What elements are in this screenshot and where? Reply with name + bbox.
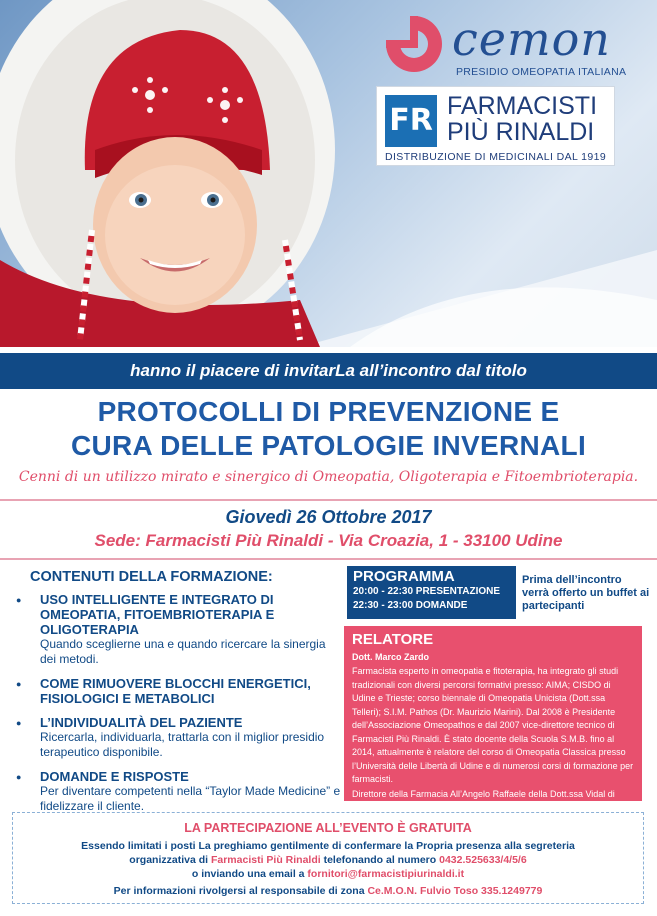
farmacisti-logo [376, 86, 615, 166]
farmacisti-emblem-icon: FR [385, 95, 437, 147]
email-link[interactable]: fornitori@farmacistipiurinaldi.it [307, 868, 465, 880]
buffet-note: Prima dell’incontro verrà offerto un buffet ai partecipanti [522, 574, 650, 612]
cemon-wordmark: cemon [452, 12, 611, 66]
item-description: Per diventare competenti nella “Taylor Made Medicine” e fidelizzare il cliente. [40, 784, 341, 813]
programma-time: 20:00 - 22:30 [353, 586, 414, 597]
zone-contact: Ce.M.O.N. Fulvio Toso 335.1249779 [367, 885, 543, 897]
item-heading: DOMANDE E RISPOSTE [40, 769, 189, 784]
farmacisti-name [447, 93, 597, 145]
programma-heading: PROGRAMMA [353, 568, 455, 585]
text-fragment: organizzativa di [129, 854, 211, 866]
text-fragment: telefonando al numero [320, 854, 440, 866]
hero-photo [0, 0, 657, 347]
contenuti-list [14, 592, 344, 823]
event-title-line1: PROTOCOLLI DI PREVENZIONE E [97, 396, 560, 427]
programma-row [353, 599, 510, 613]
phone-number-link[interactable]: 0432.525633/4/5/6 [439, 854, 527, 866]
item-description: Ricercarla, individuarla, trattarla con il miglior presidio terapeutico disponibile. [40, 730, 325, 759]
invitation-banner [0, 353, 657, 389]
text-fragment: Per informazioni rivolgersi al responsabile di zona [113, 885, 368, 897]
item-description: Quando sceglierne una e quando ricercare la sinergia dei metodi. [40, 637, 326, 666]
item-heading: COME RIMUOVERE BLOCCHI ENERGETICI, FISIOLOGICI E METABOLICI [40, 676, 311, 706]
item-heading: L’INDIVIDUALITÀ DEL PAZIENTE [40, 715, 243, 730]
programma-label: DOMANDE [415, 600, 468, 611]
relatore-bio-direttore: Direttore della Farmacia All’Angelo Raffaele della Dott.ssa Vidal di Fagagna (UD). [352, 788, 615, 812]
list-item [14, 715, 344, 760]
farmacisti-name-line2: PIÙ RINALDI [447, 118, 595, 146]
list-item [14, 676, 344, 706]
programma-label: PRESENTAZIONE [415, 586, 501, 597]
event-venue: Sede: Farmacisti Più Rinaldi - Via Croazia, 1 - 33100 Udine [94, 531, 563, 550]
contact-info-line [13, 884, 643, 898]
relatore-box [344, 626, 642, 812]
free-participation-heading: LA PARTECIPAZIONE ALL’EVENTO È GRATUITA [184, 821, 472, 835]
farmacisti-tagline: DISTRIBUZIONE DI MEDICINALI DAL 1919 [385, 151, 607, 163]
event-title-line2: CURA DELLE PATOLOGIE INVERNALI [70, 430, 587, 461]
bullet-icon: ● [16, 595, 22, 605]
programma-time: 22:30 - 23:00 [353, 600, 414, 611]
registration-box [12, 812, 644, 904]
list-item [14, 769, 344, 814]
farmacisti-name-line1: FARMACISTI [447, 92, 598, 120]
organizer-name: Farmacisti Più Rinaldi [210, 854, 321, 866]
invitation-text: hanno il piacere di invitarLa all’incontro dal titolo [130, 361, 527, 380]
relatore-name: Dott. Marco Zardo [352, 652, 430, 662]
event-date: Giovedì 26 Ottobre 2017 [225, 507, 432, 527]
relatore-heading: RELATORE [352, 631, 434, 648]
divider [0, 499, 657, 501]
contenuti-heading: CONTENUTI DELLA FORMAZIONE: [30, 569, 273, 585]
registration-text: Essendo limitati i posti La preghiamo gentilmente di confermare la Propria presenza alla segreteria [81, 840, 575, 852]
bullet-icon: ● [16, 772, 22, 782]
event-subtitle: Cenni di un utilizzo mirato e sinergico di Omeopatia, Oligoterapia e Fitoembrioterapia. [18, 469, 639, 485]
cemon-tagline: PRESIDIO OMEOPATIA ITALIANA [456, 66, 627, 78]
cemon-emblem-icon [380, 14, 448, 74]
item-heading: USO INTELLIGENTE E INTEGRATO DI OMEOPATIA, FITOEMBRIOTERAPIA E OLIGOTERAPIA [40, 592, 275, 637]
cemon-logo [380, 14, 630, 84]
relatore-bio: Farmacista esperto in omeopatia e fitoterapia, ha integrato gli studi tradizionali con diversi percorsi formativi presso: AIMA; CISDO di Udine e Trieste; corso biennale di Omeopatia Unicista (Dott.ssa Telleri); S.I.M. Pathos (Dr. Maurizio Marini). Dal 2008 è Presidente dell’Associazione Omeopathos e dal 2007 vice-direttore tecnico di Farmacisti Più Rinaldi. È stato docente della Scuola S.M.B. fino al 2014, attualmente è relatore del corso di Omeopatia Classica presso l’Università delle Libertà di Udine e di numerosi corsi di formazione per farmacisti. [352, 666, 634, 784]
registration-email-line [13, 867, 643, 881]
programma-row [353, 585, 510, 599]
programma-box [347, 566, 516, 619]
text-fragment: o inviando una email a [191, 868, 308, 880]
list-item [14, 592, 344, 667]
bullet-icon: ● [16, 718, 22, 728]
divider [0, 558, 657, 560]
registration-phone-line [13, 853, 643, 867]
bullet-icon: ● [16, 679, 22, 689]
